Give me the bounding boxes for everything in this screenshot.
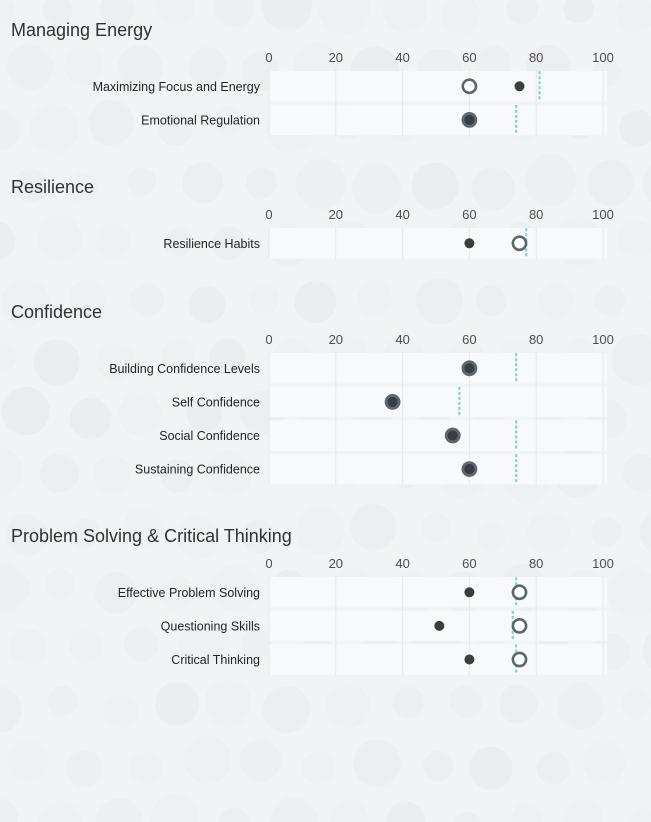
tick-label: 20: [328, 332, 344, 347]
chart-section: [11, 526, 614, 675]
chart-section: [11, 302, 614, 484]
chart-section: [11, 20, 614, 135]
tick-label: 0: [265, 332, 273, 347]
row-band: [269, 71, 607, 102]
tick-label: 100: [592, 556, 614, 571]
tick-label: 60: [462, 50, 477, 65]
row-label: Emotional Regulation: [141, 113, 260, 128]
filled-marker: [464, 115, 475, 126]
row-band: [269, 577, 607, 608]
row-label: Maximizing Focus and Energy: [92, 79, 260, 94]
row-band: [269, 644, 607, 675]
tick-label: 20: [328, 556, 344, 571]
filled-marker: [387, 397, 398, 408]
tick-label: 20: [328, 50, 344, 65]
row-label: Social Confidence: [159, 429, 260, 443]
tick-label: 0: [265, 207, 273, 222]
filled-marker: [464, 587, 474, 597]
row-band: [269, 353, 607, 384]
tick-label: 100: [592, 207, 614, 222]
filled-marker: [464, 655, 474, 665]
section-title: Resilience: [11, 177, 95, 197]
open-marker: [513, 237, 526, 250]
tick-label: 80: [528, 50, 544, 65]
row-label: Self Confidence: [171, 395, 260, 410]
tick-label: 0: [265, 556, 273, 571]
row-band: [269, 105, 607, 136]
chart-section: [11, 177, 614, 259]
tick-label: 80: [528, 556, 544, 571]
tick-label: 40: [395, 50, 410, 65]
tick-label: 40: [395, 207, 410, 222]
row-label: Building Confidence Levels: [109, 361, 260, 376]
row-band: [269, 387, 607, 418]
filled-marker: [434, 621, 444, 631]
open-marker: [513, 586, 526, 599]
row-label: Resilience Habits: [163, 236, 260, 251]
filled-marker: [464, 238, 474, 248]
tick-label: 60: [462, 207, 477, 222]
filled-marker: [464, 464, 475, 475]
section-title: Managing Energy: [11, 20, 153, 40]
row-band: [269, 420, 607, 451]
open-marker: [463, 80, 476, 93]
filled-marker: [515, 81, 525, 91]
tick-label: 40: [395, 332, 410, 347]
tick-label: 80: [528, 207, 544, 222]
row-label: Sustaining Confidence: [134, 462, 260, 477]
tick-label: 40: [395, 556, 410, 571]
open-marker: [513, 619, 526, 632]
section-title: Problem Solving & Critical Thinking: [11, 526, 292, 546]
row-label: Effective Problem Solving: [117, 585, 260, 600]
section-title: Confidence: [11, 302, 103, 322]
filled-marker: [464, 363, 475, 374]
row-label: Questioning Skills: [160, 619, 260, 634]
row-band: [269, 454, 607, 485]
row-band: [269, 228, 607, 259]
tick-label: 60: [462, 332, 477, 347]
tick-label: 100: [592, 332, 614, 347]
row-label: Critical Thinking: [171, 653, 260, 667]
filled-marker: [447, 430, 458, 441]
tick-label: 0: [265, 50, 273, 65]
tick-label: 60: [462, 556, 477, 571]
tick-label: 20: [328, 207, 344, 222]
tick-label: 100: [592, 50, 614, 65]
tick-label: 80: [528, 332, 544, 347]
open-marker: [513, 653, 526, 666]
